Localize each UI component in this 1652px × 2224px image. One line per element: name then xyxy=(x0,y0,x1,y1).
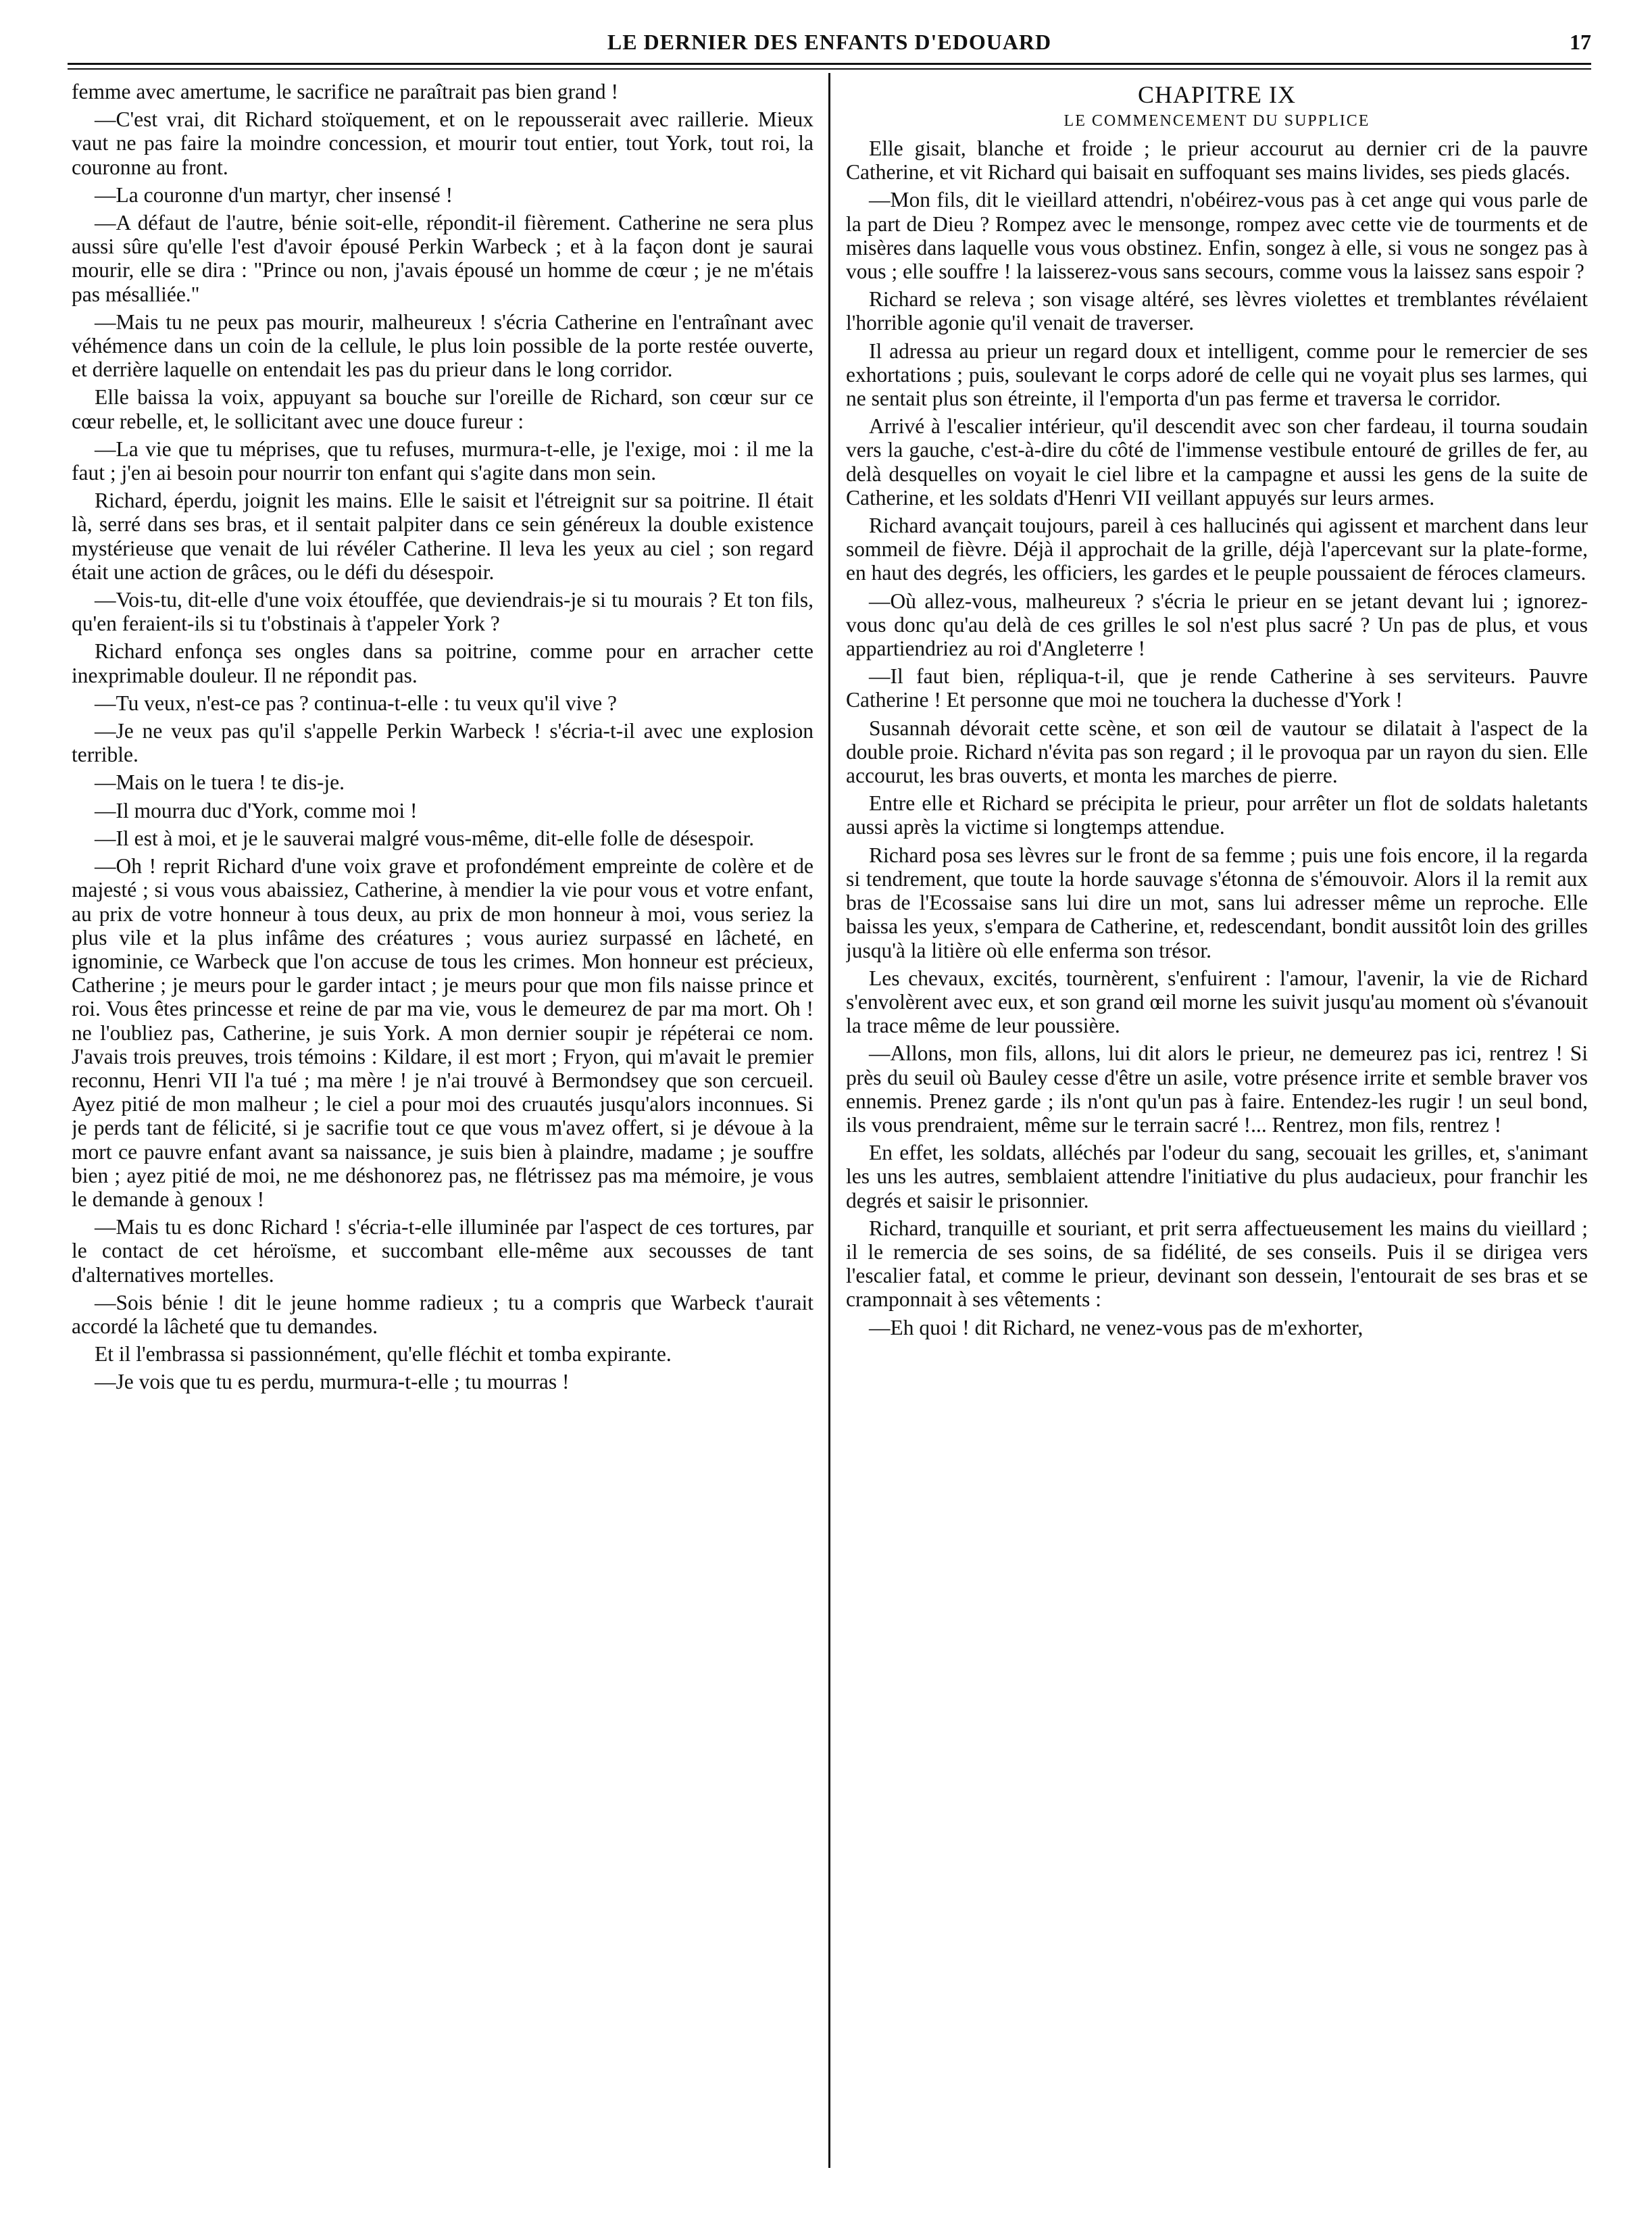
paragraph: —Il est à moi, et je le sauverai malgré vous-même, dit-elle folle de désespoir. xyxy=(95,826,755,850)
paragraph: Elle gisait, blanche et froide ; le prieur accourut au dernier cri de la pauvre Catherine, et vit Richard qui baisait en suffoquant ses mains livides, ses pieds glacés. xyxy=(846,137,1588,184)
paragraph: —Où allez-vous, malheureux ? s'écria le prieur en se jetant devant lui ; ignorez-vous donc qu'au delà de ces grilles le sol n'est plus sacré ? Un pas de plus, et vous appartiendriez au roi d'Angleterre ! xyxy=(846,589,1588,661)
page-number: 17 xyxy=(1570,30,1591,54)
paragraph: —Sois bénie ! dit le jeune homme radieux ; tu a compris que Warbeck t'aurait accordé la lâcheté que tu demandes. xyxy=(72,1290,814,1338)
paragraph: Richard posa ses lèvres sur le front de sa femme ; puis une fois encore, il la regarda si tendrement, que toute la horde sauvage s'étonna de s'émouvoir. Alors il la remit aux bras de l'Ecossaise sans lui dire un mot, sans lui adresser même un reproche. Elle baissa les yeux, s'empara de Catherine, et, redescendant, bondit aussitôt loin des grilles jusqu'à la litière où elle enferma son trésor. xyxy=(846,843,1588,962)
paragraph: —Tu veux, n'est-ce pas ? continua-t-elle : tu veux qu'il vive ? xyxy=(95,691,617,715)
paragraph: —Mais on le tuera ! te dis-je. xyxy=(95,770,345,795)
paragraph: —Je ne veux pas qu'il s'appelle Perkin Warbeck ! s'écria-t-il avec une explosion terrible. xyxy=(72,719,814,767)
right-column xyxy=(846,80,1588,2175)
paragraph: —Il faut bien, répliqua-t-il, que je rende Catherine à ses serviteurs. Pauvre Catherine ! Et personne que moi ne touchera la duchesse d'York ! xyxy=(846,664,1588,712)
page-header xyxy=(68,30,1591,59)
paragraph: —La couronne d'un martyr, cher insensé ! xyxy=(95,182,453,207)
paragraph: —Allons, mon fils, allons, lui dit alors le prieur, ne demeurez pas ici, rentrez ! Si près du seuil où Bauley cesse d'être un asile, votre présence irrite et semble braver vos ennemis. Prenez garde ; ils n'ont qu'un pas à faire. Entendez-les rugir ! un seul bond, ils vous prendraient, même sur le terrain sacré !... Rentrez, mon fils, rentrez ! xyxy=(846,1041,1588,1137)
paragraph: Il adressa au prieur un regard doux et intelligent, comme pour le remercier de ses exhortations ; puis, soulevant le corps adoré de celle qui ne voyait plus ses larmes, qui ne sentait plus son étreinte, il l'emporta d'un pas ferme et traversa le corridor. xyxy=(846,339,1588,411)
chapter-subtitle: LE COMMENCEMENT DU SUPPLICE xyxy=(1063,112,1370,130)
paragraph: Richard, tranquille et souriant, et prit serra affectueusement les mains du vieillard ; il le remercia de ses soins, de sa fidélité, de ses conseils. Puis il se dirigea vers l'escalier fatal, et comme le prieur, devinant son dessein, l'entourait de ses bras et se cramponnait à ses vêtements : xyxy=(846,1216,1588,1312)
paragraph: Richard, éperdu, joignit les mains. Elle le saisit et l'étreignit sur sa poitrine. Il était là, serré dans ses bras, et il sentait palpiter dans ce sein généreux la double existence mystérieuse que venait de lui révéler Catherine. Il leva les yeux au ciel ; son regard était une action de grâces, ou le défi du désespoir. xyxy=(72,489,814,584)
paragraph: femme avec amertume, le sacrifice ne paraîtrait pas bien grand ! xyxy=(72,80,618,103)
header-rule-thin xyxy=(68,68,1591,70)
paragraph: En effet, les soldats, alléchés par l'odeur du sang, secouait les grilles, et, s'animant les uns les autres, semblaient attendre l'initiative du plus audacieux, pour franchir les degrés et saisir le prisonnier. xyxy=(846,1141,1588,1212)
paragraph: —Je vois que tu es perdu, murmura-t-elle ; tu mourras ! xyxy=(95,1370,570,1394)
paragraph: —La vie que tu méprises, que tu refuses, murmura-t-elle, je l'exige, moi : il me la faut ; j'en ai besoin pour nourrir ton enfant qui s'agite dans mon sein. xyxy=(72,437,814,485)
left-column xyxy=(72,80,814,2175)
paragraph: —C'est vrai, dit Richard stoïquement, et on le repousserait avec raillerie. Mieux vaut ne pas faire la moindre concession, et mourir tout entier, tout York, tout roi, la couronne au front. xyxy=(72,107,814,179)
paragraph: —Mais tu ne peux pas mourir, malheureux ! s'écria Catherine en l'entraînant avec véhémence dans un coin de la cellule, le plus loin possible de la porte restée ouverte, et derrière laquelle on entendait les pas du prieur dans le long corridor. xyxy=(72,310,814,382)
paragraph: —Vois-tu, dit-elle d'une voix étouffée, que deviendrais-je si tu mourais ? Et ton fils, qu'en feraient-ils si tu t'obstinais à t'appeler York ? xyxy=(72,588,814,636)
paragraph: —Il mourra duc d'York, comme moi ! xyxy=(95,798,418,822)
column-divider xyxy=(828,73,830,2168)
header-rule xyxy=(68,63,1591,65)
paragraph: Richard enfonça ses ongles dans sa poitrine, comme pour en arracher cette inexprimable douleur. Il ne répondit pas. xyxy=(72,639,814,687)
paragraph: —Mon fils, dit le vieillard attendri, n'obéirez-vous pas à cet ange qui vous parle de la part de Dieu ? Rompez avec le mensonge, rompez avec cette vie de tourments et de misères dans laquelle vous vous obstinez. Enfin, songez à elle, si vous ne songez pas à vous ; elle souffre ! la laisserez-vous sans secours, comme vous la laissez sans espoir ? xyxy=(846,188,1588,284)
paragraph: —A défaut de l'autre, bénie soit-elle, répondit-il fièrement. Catherine ne sera plus aussi sûre qu'elle l'est d'avoir épousé Perkin Warbeck ; et à la façon dont je saurai mourir, elle se dira : "Prince ou non, j'avais épousé un homme de cœur ; je ne m'étais pas mésalliée." xyxy=(72,211,814,306)
running-title: LE DERNIER DES ENFANTS D'EDOUARD xyxy=(607,30,1052,54)
paragraph: Susannah dévorait cette scène, et son œil de vautour se dilatait à l'aspect de la double proie. Richard n'évita pas son regard ; il le provoqua par un rayon du sien. Elle accourut, les bras ouverts, et monta les marches de pierre. xyxy=(846,716,1588,788)
paragraph: Richard avançait toujours, pareil à ces hallucinés qui agissent et marchent dans leur sommeil de fièvre. Déjà il approchait de la grille, déjà l'apercevant sur la plate-forme, en haut des degrés, les officiers, les gardes et le peuple poussaient de féroces clameurs. xyxy=(846,514,1588,585)
paragraph: Entre elle et Richard se précipita le prieur, pour arrêter un flot de soldats haletants aussi après la victime si longtemps attendue. xyxy=(846,791,1588,839)
paragraph: Les chevaux, excités, tournèrent, s'enfuirent : l'amour, l'avenir, la vie de Richard s'envolèrent avec eux, et son grand œil morne les suivit jusqu'au moment où s'évanouit la trace même de leur poussière. xyxy=(846,966,1588,1038)
paragraph: Et il l'embrassa si passionnément, qu'elle fléchit et tomba expirante. xyxy=(95,1342,672,1366)
chapter-title: CHAPITRE IX xyxy=(1138,81,1296,108)
paragraph: —Eh quoi ! dit Richard, ne venez-vous pas de m'exhorter, xyxy=(869,1315,1363,1339)
paragraph: Richard se releva ; son visage altéré, ses lèvres violettes et tremblantes révélaient l'horrible agonie qu'il venait de traverser. xyxy=(846,287,1588,335)
paragraph: Elle baissa la voix, appuyant sa bouche sur l'oreille de Richard, son cœur sur ce cœur rebelle, et, le sollicitant avec une douce fureur : xyxy=(72,385,814,433)
paragraph: Arrivé à l'escalier intérieur, qu'il descendit avec son cher fardeau, il tourna soudain vers la gauche, c'est-à-dire du côté de l'immense vestibule entouré de grilles de fer, au delà desquelles on voyait le ciel libre et la campagne et aussi les gens de la suite de Catherine, et les soldats d'Henri VII veillant appuyés sur leurs armes. xyxy=(846,414,1588,510)
paragraph: —Mais tu es donc Richard ! s'écria-t-elle illuminée par l'aspect de ces tortures, par le contact de cet héroïsme, et succombant elle-même aux secousses de tant d'alternatives mortelles. xyxy=(72,1215,814,1287)
paragraph: —Oh ! reprit Richard d'une voix grave et profondément empreinte de colère et de majesté ; si vous vous abaissiez, Catherine, à mendier la vie pour vous et votre enfant, au prix de votre honneur à tous deux, au prix de mon honneur à moi, vous seriez la plus vile et la plus infâme des créatures ; vous auriez surpassé en lâcheté, en ignominie, ce Warbeck que l'on accuse de tous les crimes. Mon honneur est précieux, Catherine ; je meurs pour le garder intact ; je meurs pour que mon fils naisse prince et roi. Vous êtes princesse et reine de par ma vie, vous le demeurez de par ma mort. Oh ! ne l'oubliez pas, Catherine, je suis York. A mon dernier soupir je répéterai ce nom. J'avais trois preuves, trois témoins : Kildare, il est mort ; Fryon, qui m'avait le premier reconnu, Henri VII l'a tué ; ma mère ! je n'ai trouvé à Bermondsey que son cercueil. Ayez pitié de mon malheur ; le ciel a pour moi des cruautés jusqu'alors inconnues. Si je perds tant de félicité, si je sacrifie tout ce que vous m'avez offert, si je dévoue à la mort ce pauvre enfant avant sa naissance, je suis bien à plaindre, madame ; je souffre bien ; ayez pitié de moi, ne me déshonorez pas, ne flétrissez pas ma mémoire, je vous le demande à genoux ! xyxy=(72,854,814,1211)
